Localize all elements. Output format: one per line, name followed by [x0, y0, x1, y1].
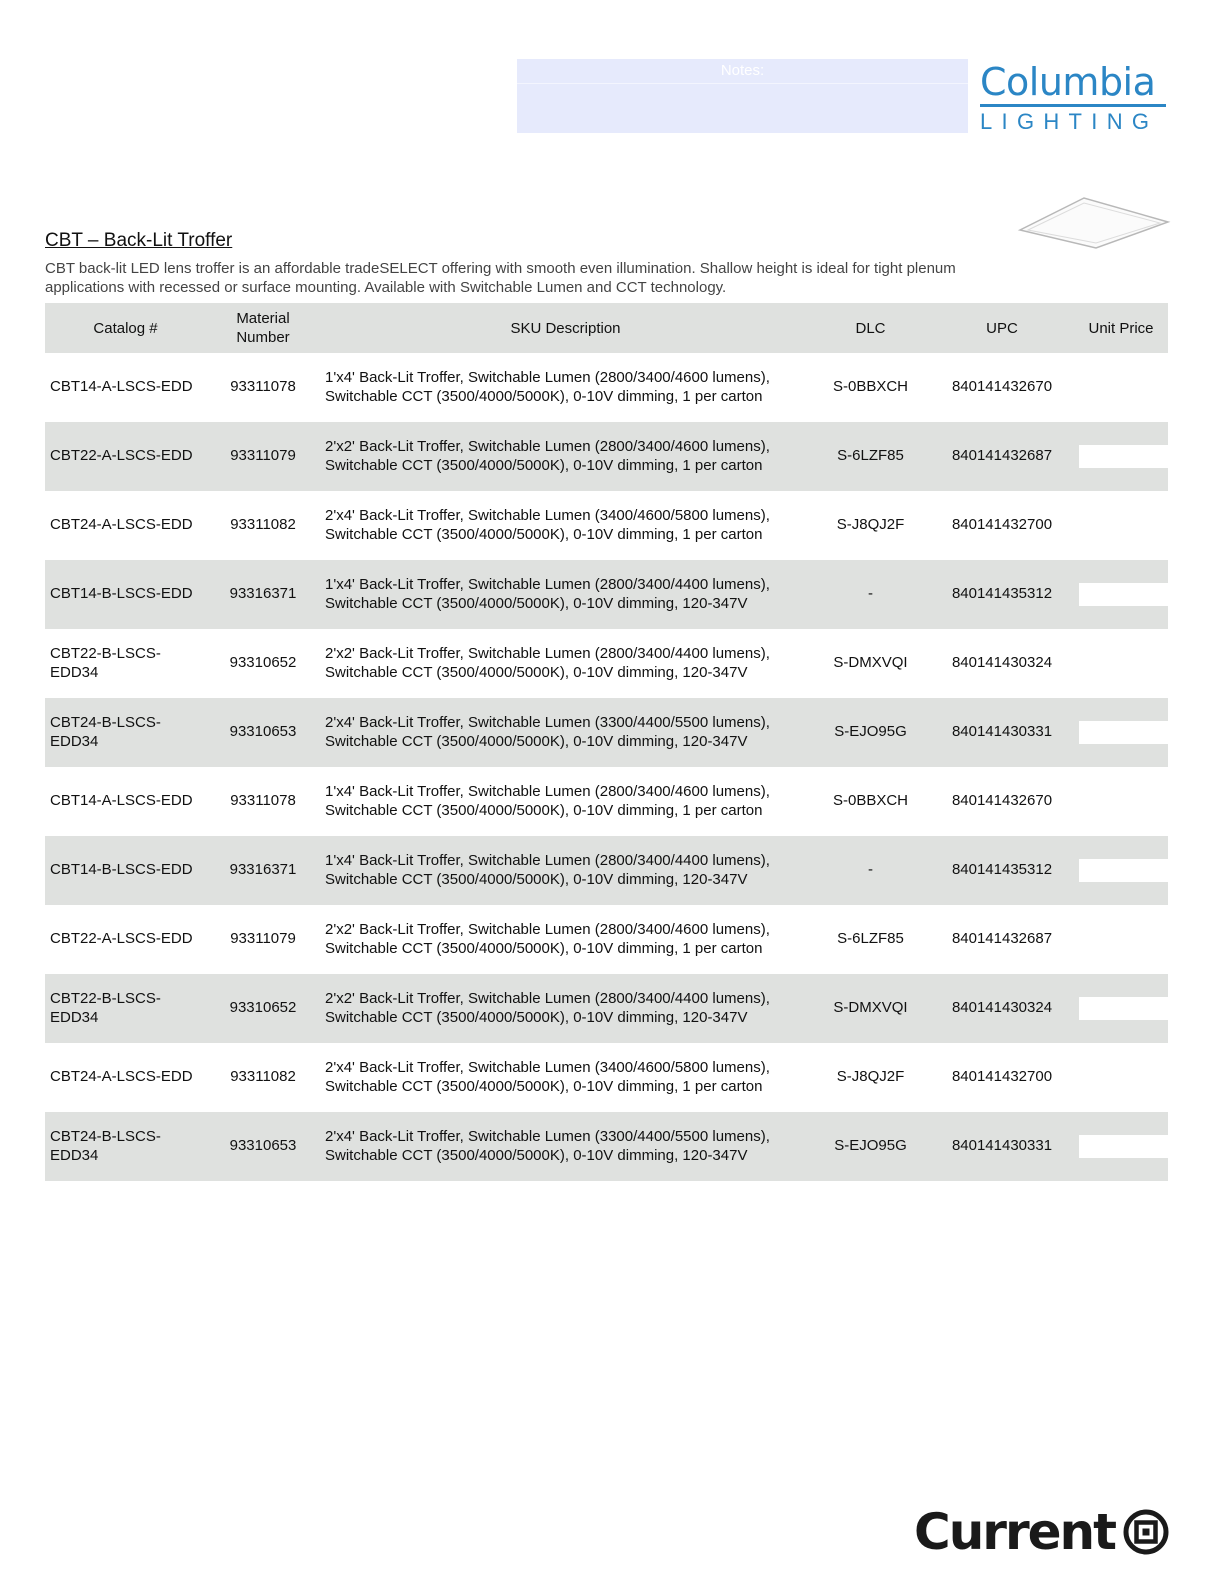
dlc-cell: - — [868, 585, 873, 603]
unit-price-input[interactable] — [1079, 997, 1182, 1020]
table-row — [45, 560, 1168, 629]
upc-cell: 840141432670 — [951, 792, 1053, 810]
current-brand-name: Current — [914, 1503, 1116, 1561]
table-row — [45, 1112, 1168, 1181]
unit-price-input[interactable] — [1079, 1066, 1182, 1089]
upc-cell: 840141435312 — [951, 861, 1053, 879]
sku-description-cell: 1'x4' Back-Lit Troffer, Switchable Lumen (2800/3400/4600 lumens), Switchable CCT (3500/4000/5000K), 0-10V dimming, 1 per carton — [325, 369, 770, 405]
sku-description-cell: 2'x4' Back-Lit Troffer, Switchable Lumen (3300/4400/5500 lumens), Switchable CCT (3500/4000/5000K), 0-10V dimming, 120-347V — [325, 1128, 770, 1164]
material-number-cell: 93310653 — [229, 723, 297, 741]
dlc-cell: S-DMXVQI — [833, 654, 908, 672]
upc-cell: 840141430331 — [951, 1137, 1053, 1155]
upc-cell: 840141430331 — [951, 723, 1053, 741]
dlc-cell: S-DMXVQI — [833, 999, 908, 1017]
unit-price-cell — [1074, 698, 1168, 767]
material-number-cell: 93310653 — [229, 1137, 297, 1155]
unit-price-input[interactable] — [1079, 1135, 1182, 1158]
header-dlc: DLC — [855, 319, 886, 337]
catalog-cell: CBT14-B-LSCS-EDD — [50, 861, 193, 879]
upc-cell: 840141432687 — [951, 447, 1053, 465]
product-table — [45, 303, 1168, 1181]
table-row — [45, 698, 1168, 767]
dlc-cell: S-J8QJ2F — [836, 516, 905, 534]
upc-cell: 840141432700 — [951, 1068, 1053, 1086]
sku-description-cell: 2'x2' Back-Lit Troffer, Switchable Lumen (2800/3400/4400 lumens), Switchable CCT (3500/4000/5000K), 0-10V dimming, 120-347V — [325, 645, 770, 681]
unit-price-cell — [1074, 1112, 1168, 1181]
upc-cell: 840141435312 — [951, 585, 1053, 603]
catalog-cell: CBT24-B-LSCS-EDD34 — [50, 1128, 161, 1164]
material-number-cell: 93316371 — [229, 861, 297, 879]
table-header-row — [45, 303, 1168, 353]
material-number-cell: 93311082 — [230, 516, 296, 534]
catalog-cell: CBT22-B-LSCS-EDD34 — [50, 990, 161, 1026]
unit-price-cell — [1074, 767, 1168, 836]
dlc-cell: S-J8QJ2F — [836, 1068, 905, 1086]
header-catalog: Catalog # — [93, 319, 158, 337]
sku-description-cell: 2'x2' Back-Lit Troffer, Switchable Lumen (2800/3400/4600 lumens), Switchable CCT (3500/4000/5000K), 0-10V dimming, 1 per carton — [325, 921, 770, 957]
unit-price-cell — [1074, 836, 1168, 905]
unit-price-cell — [1074, 560, 1168, 629]
unit-price-input[interactable] — [1079, 514, 1182, 537]
catalog-cell: CBT24-A-LSCS-EDD — [50, 1068, 193, 1086]
current-logo — [914, 1502, 1174, 1562]
dlc-cell: S-0BBXCH — [832, 378, 909, 396]
unit-price-input[interactable] — [1079, 928, 1182, 951]
notes-box — [517, 59, 968, 133]
material-number-cell: 93311079 — [230, 447, 296, 465]
unit-price-cell — [1074, 1043, 1168, 1112]
material-number-cell: 93311079 — [230, 930, 296, 948]
catalog-cell: CBT14-B-LSCS-EDD — [50, 585, 193, 603]
dlc-cell: - — [868, 861, 873, 879]
catalog-cell: CBT22-B-LSCS-EDD34 — [50, 645, 161, 681]
catalog-cell: CBT22-A-LSCS-EDD — [50, 447, 193, 465]
material-number-cell: 93310652 — [229, 999, 297, 1017]
notes-label: Notes: — [517, 59, 968, 84]
upc-cell: 840141432700 — [951, 516, 1053, 534]
unit-price-cell — [1074, 422, 1168, 491]
unit-price-cell — [1074, 629, 1168, 698]
table-row — [45, 905, 1168, 974]
troffer-product-image — [1016, 192, 1172, 252]
catalog-cell: CBT24-A-LSCS-EDD — [50, 516, 193, 534]
product-description: CBT back-lit LED lens troffer is an affordable tradeSELECT offering with smooth even illumination. Shallow height is ideal for tight plenum applications with recessed or surface mounting. Available with Switchable Lumen and CCT technology. — [45, 260, 956, 296]
unit-price-input[interactable] — [1079, 445, 1182, 468]
sku-description-cell: 2'x4' Back-Lit Troffer, Switchable Lumen (3300/4400/5500 lumens), Switchable CCT (3500/4000/5000K), 0-10V dimming, 120-347V — [325, 714, 770, 750]
columbia-lighting-logo — [980, 62, 1170, 135]
table-body — [45, 353, 1168, 1181]
upc-cell: 840141432687 — [951, 930, 1053, 948]
brand-name: Columbia — [980, 62, 1166, 107]
current-logo-icon — [1123, 1509, 1169, 1555]
table-row — [45, 422, 1168, 491]
table-row — [45, 1043, 1168, 1112]
unit-price-cell — [1074, 353, 1168, 422]
catalog-cell: CBT22-A-LSCS-EDD — [50, 930, 193, 948]
table-row — [45, 353, 1168, 422]
header-sku-description: SKU Description — [510, 319, 621, 337]
header-upc: UPC — [986, 319, 1018, 337]
sku-description-cell: 2'x4' Back-Lit Troffer, Switchable Lumen (3400/4600/5800 lumens), Switchable CCT (3500/4000/5000K), 0-10V dimming, 1 per carton — [325, 1059, 770, 1095]
unit-price-input[interactable] — [1079, 859, 1182, 882]
unit-price-cell — [1074, 974, 1168, 1043]
upc-cell: 840141432670 — [951, 378, 1053, 396]
material-number-cell: 93311078 — [230, 792, 296, 810]
upc-cell: 840141430324 — [951, 999, 1053, 1017]
header-material-number: Material Number — [236, 310, 290, 346]
dlc-cell: S-6LZF85 — [837, 930, 904, 948]
product-title: CBT – Back-Lit Troffer — [45, 230, 233, 251]
material-number-cell: 93310652 — [229, 654, 297, 672]
catalog-cell: CBT14-A-LSCS-EDD — [50, 378, 193, 396]
dlc-cell: S-EJO95G — [834, 723, 907, 741]
unit-price-input[interactable] — [1079, 721, 1182, 744]
upc-cell: 840141430324 — [951, 654, 1053, 672]
sku-description-cell: 1'x4' Back-Lit Troffer, Switchable Lumen (2800/3400/4400 lumens), Switchable CCT (3500/4000/5000K), 0-10V dimming, 120-347V — [325, 576, 770, 612]
catalog-cell: CBT14-A-LSCS-EDD — [50, 792, 193, 810]
catalog-cell: CBT24-B-LSCS-EDD34 — [50, 714, 161, 750]
unit-price-cell — [1074, 491, 1168, 560]
notes-input[interactable] — [517, 84, 968, 133]
sku-description-cell: 1'x4' Back-Lit Troffer, Switchable Lumen (2800/3400/4400 lumens), Switchable CCT (3500/4000/5000K), 0-10V dimming, 120-347V — [325, 852, 770, 888]
header-unit-price: Unit Price — [1088, 319, 1154, 337]
unit-price-input[interactable] — [1079, 790, 1182, 813]
material-number-cell: 93311082 — [230, 1068, 296, 1086]
sku-description-cell: 2'x2' Back-Lit Troffer, Switchable Lumen (2800/3400/4600 lumens), Switchable CCT (3500/4000/5000K), 0-10V dimming, 1 per carton — [325, 438, 770, 474]
unit-price-input[interactable] — [1079, 583, 1182, 606]
unit-price-input[interactable] — [1079, 652, 1182, 675]
sku-description-cell: 2'x4' Back-Lit Troffer, Switchable Lumen (3400/4600/5800 lumens), Switchable CCT (3500/4000/5000K), 0-10V dimming, 1 per carton — [325, 507, 770, 543]
sku-description-cell: 1'x4' Back-Lit Troffer, Switchable Lumen (2800/3400/4600 lumens), Switchable CCT (3500/4000/5000K), 0-10V dimming, 1 per carton — [325, 783, 770, 819]
sku-description-cell: 2'x2' Back-Lit Troffer, Switchable Lumen (2800/3400/4400 lumens), Switchable CCT (3500/4000/5000K), 0-10V dimming, 120-347V — [325, 990, 770, 1026]
table-row — [45, 767, 1168, 836]
table-row — [45, 974, 1168, 1043]
dlc-cell: S-0BBXCH — [832, 792, 909, 810]
material-number-cell: 93316371 — [229, 585, 297, 603]
table-row — [45, 629, 1168, 698]
dlc-cell: S-6LZF85 — [837, 447, 904, 465]
material-number-cell: 93311078 — [230, 378, 296, 396]
table-row — [45, 491, 1168, 560]
table-row — [45, 836, 1168, 905]
unit-price-input[interactable] — [1079, 376, 1182, 399]
unit-price-cell — [1074, 905, 1168, 974]
dlc-cell: S-EJO95G — [834, 1137, 907, 1155]
brand-subtitle: LIGHTING — [980, 109, 1159, 134]
